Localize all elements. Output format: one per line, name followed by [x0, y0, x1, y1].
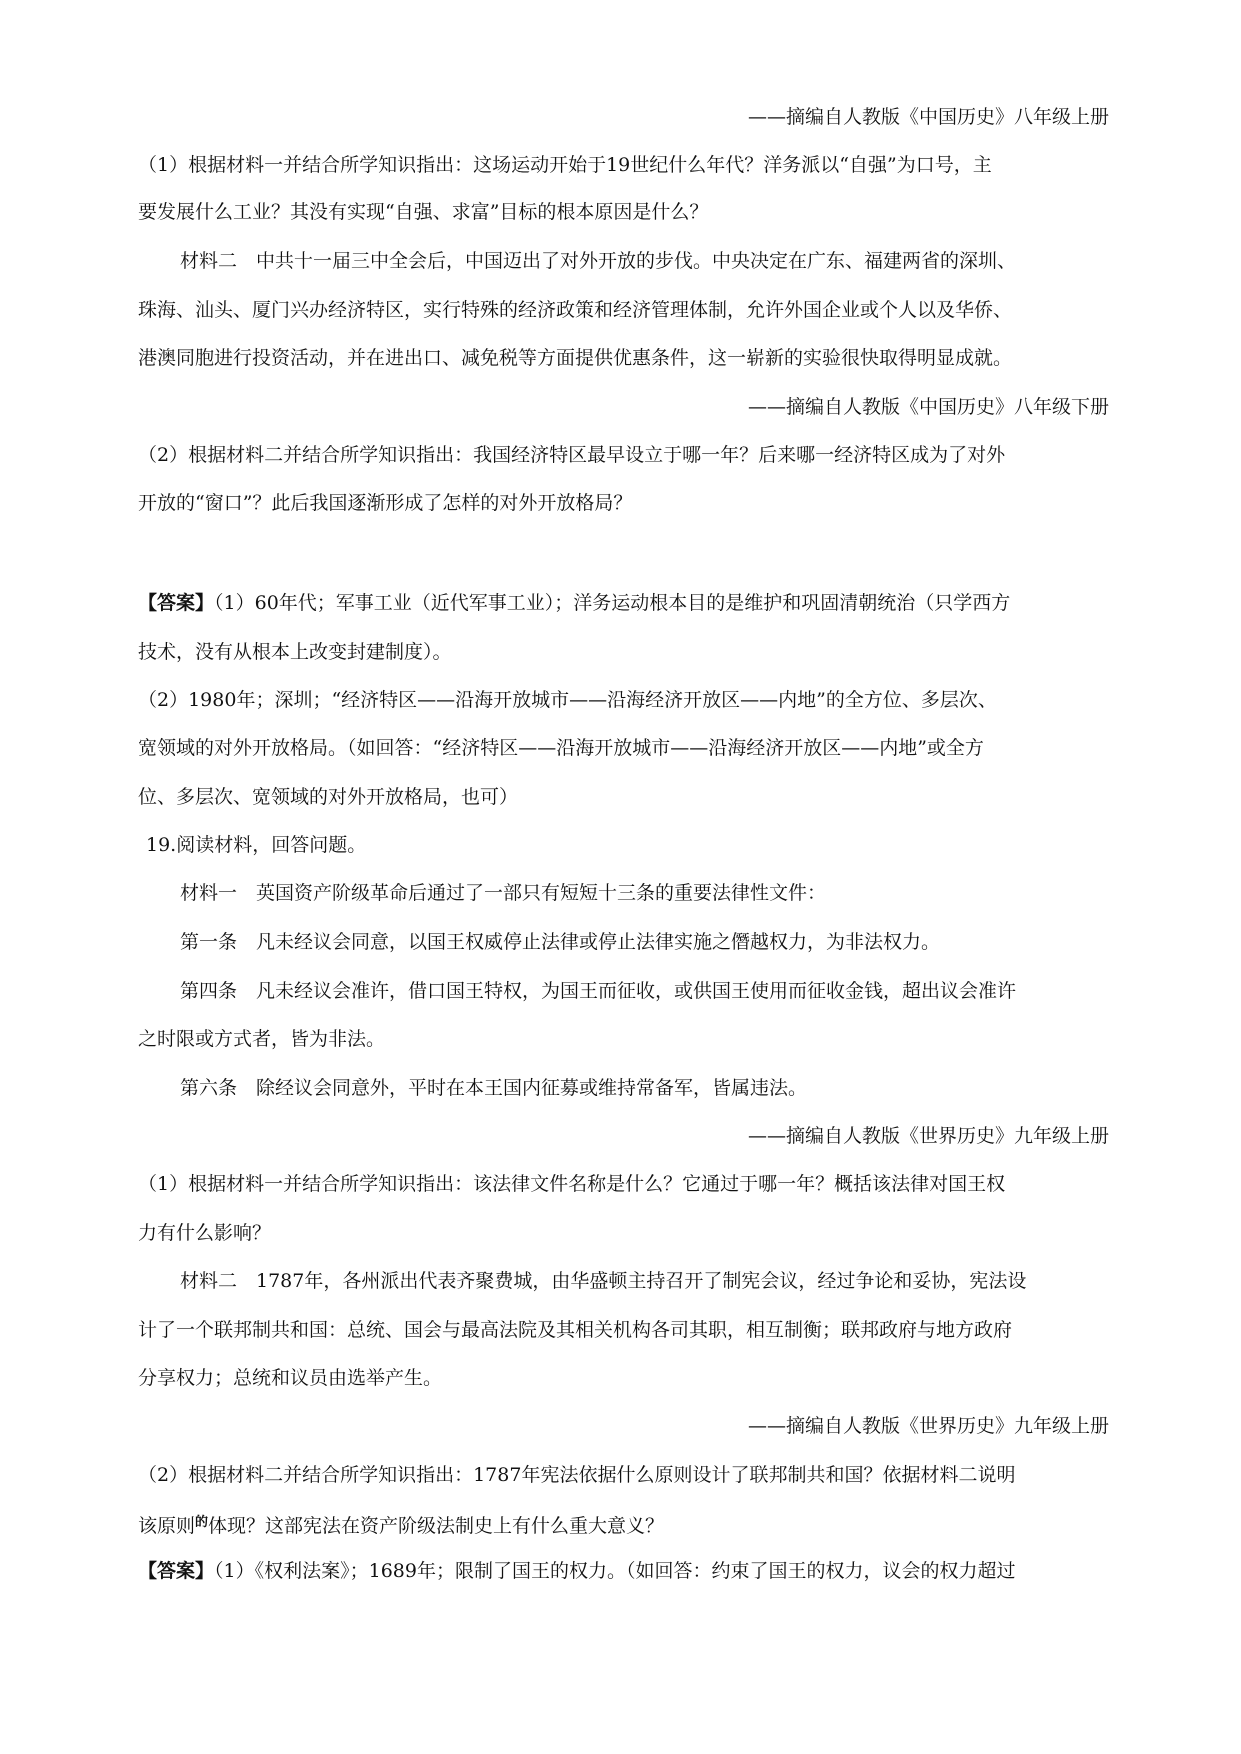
answer-text: （2）1980年；深圳；“经济特区——沿海开放城市——沿海经济开放区——内地”的全方位、多层次、 [138, 689, 997, 711]
answer-text: （1）60年代；军事工业（近代军事工业）；洋务运动根本目的是维护和巩固清朝统治（只学西方 [214, 592, 1011, 614]
material-text: 分享权力；总统和议员由选举产生。 [138, 1367, 443, 1389]
answer-line [138, 590, 1010, 616]
question-text: （1）根据材料一并结合所学知识指出：这场运动开始于19世纪什么年代？洋务派以“自强”为口号，主 [138, 154, 992, 176]
answer-text: （1）《权利法案》；1689年；限制了国王的权力。（如回答：约束了国王的权力，议会的权力超过 [214, 1560, 1016, 1582]
answer-text: 技术，没有从根本上改变封建制度）。 [138, 641, 452, 663]
material-text: 港澳同胞进行投资活动，并在进出口、减免税等方面提供优惠条件，这一崭新的实验很快取得明显成就。 [138, 347, 1013, 369]
question-heading: 19.阅读材料，回答问题。 [146, 834, 367, 856]
question-text: 开放的“窗口”？此后我国逐渐形成了怎样的对外开放格局？ [138, 492, 633, 514]
question-text: 力有什么影响？ [138, 1222, 272, 1244]
material-text: 材料二 中共十一届三中全会后，中国迈出了对外开放的步伐。中央决定在广东、福建两省的深圳、 [180, 250, 1017, 272]
answer-label: 【答案】 [138, 592, 215, 614]
question-text: （1）根据材料一并结合所学知识指出：该法律文件名称是什么？它通过于哪一年？概括该法律对国王权 [138, 1173, 1006, 1195]
source-citation: ——摘编自人教版《世界历史》九年级上册 [747, 1415, 1109, 1437]
question-text: （2）根据材料二并结合所学知识指出：我国经济特区最早设立于哪一年？后来哪一经济特区成为了对外 [138, 444, 1006, 466]
source-citation: ——摘编自人教版《世界历史》九年级上册 [747, 1125, 1109, 1147]
answer-label: 【答案】 [138, 1560, 215, 1582]
question-text-part: 体现？这部宪法在资产阶级法制史上有什么重大意义？ [208, 1515, 665, 1537]
question-text-part: 的 [195, 1515, 209, 1530]
material-text: 材料一 英国资产阶级革命后通过了一部只有短短十三条的重要法律性文件： [180, 882, 827, 904]
answer-text: 宽领域的对外开放格局。（如回答：“经济特区——沿海开放城市——沿海经济开放区——内地”或全方 [138, 737, 984, 759]
material-text: 第六条 除经议会同意外，平时在本王国内征募或维持常备军，皆属违法。 [180, 1077, 808, 1099]
material-text: 第四条 凡未经议会准许，借口国王特权，为国王而征收，或供国王使用而征收金钱，超出议会准许 [180, 980, 1017, 1002]
question-text: （2）根据材料二并结合所学知识指出：1787年宪法依据什么原则设计了联邦制共和国？依据材料二说明 [138, 1464, 1016, 1486]
material-text: 材料二 1787年，各州派出代表齐聚费城，由华盛顿主持召开了制宪会议，经过争论和妥协，宪法设 [180, 1270, 1027, 1292]
answer-line [138, 1558, 1015, 1584]
question-text [138, 1510, 664, 1539]
source-citation: ——摘编自人教版《中国历史》八年级下册 [747, 396, 1109, 418]
answer-text: 位、多层次、宽领域的对外开放格局，也可） [138, 786, 519, 808]
material-text: 计了一个联邦制共和国：总统、国会与最高法院及其相关机构各司其职，相互制衡；联邦政府与地方政府 [138, 1319, 1013, 1341]
question-text-part: 该原则 [138, 1515, 196, 1537]
material-text: 之时限或方式者，皆为非法。 [138, 1028, 386, 1050]
material-text: 珠海、汕头、厦门兴办经济特区，实行特殊的经济政策和经济管理体制，允许外国企业或个人以及华侨、 [138, 299, 1013, 321]
source-citation: ——摘编自人教版《中国历史》八年级上册 [747, 106, 1109, 128]
material-text: 第一条 凡未经议会同意，以国王权威停止法律或停止法律实施之僭越权力，为非法权力。 [180, 931, 941, 953]
question-text: 要发展什么工业？其没有实现“自强、求富”目标的根本原因是什么？ [138, 201, 709, 223]
